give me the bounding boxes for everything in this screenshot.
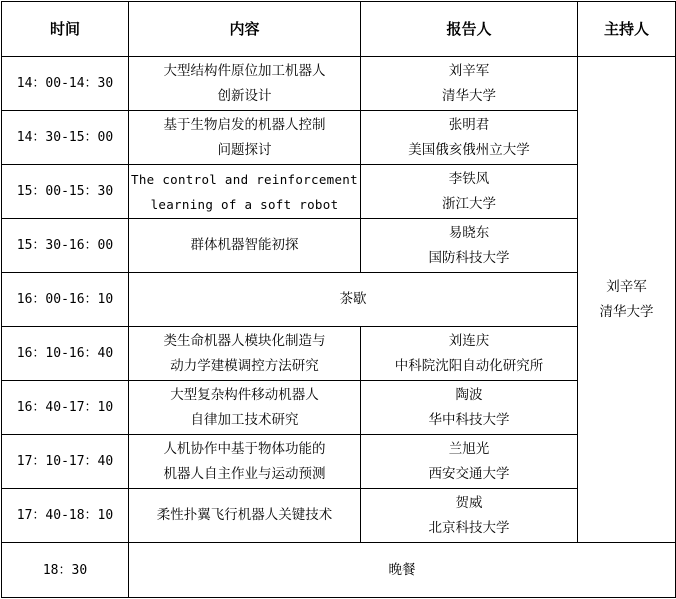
speaker-name: 刘连庆 [448,332,490,349]
table-row-dinner [2,543,676,598]
speaker-name: 易晓东 [448,224,490,241]
speaker-org: 美国俄亥俄州立大学 [408,141,530,158]
content-line: 大型结构件原位加工机器人 [163,62,326,79]
speaker-name: 刘辛军 [448,62,490,79]
speaker-org: 华中科技大学 [428,411,510,428]
speaker-name: 李铁风 [448,170,490,187]
content-line: The control and reinforcement [131,171,358,187]
content-line: 问题探讨 [217,141,272,158]
break-cell: 茶歇 [129,273,578,327]
table-row [2,381,676,435]
content-line: 动力学建模调控方法研究 [170,357,319,374]
table-row [2,111,676,165]
header-speaker: 报告人 [361,2,578,57]
content-line: 机器人自主作业与运动预测 [163,465,326,482]
content-cell [129,111,361,165]
speaker-name: 陶波 [455,386,483,403]
speaker-cell [361,327,578,381]
header-host: 主持人 [578,2,676,57]
host-name: 刘辛军 [606,278,647,295]
content-line: learning of a soft robot [150,196,339,212]
table-row [2,489,676,543]
table-row [2,327,676,381]
content-cell [129,165,361,219]
content-cell [129,435,361,489]
content-line: 人机协作中基于物体功能的 [163,440,326,457]
speaker-cell [361,489,578,543]
time-cell: 18：30 [2,543,129,598]
time-cell: 15：00-15：30 [2,165,129,219]
time-cell: 14：00-14：30 [2,57,129,111]
speaker-cell [361,219,578,273]
time-cell: 17：10-17：40 [2,435,129,489]
content-line: 大型复杂构件移动机器人 [170,386,319,403]
time-cell: 14：30-15：00 [2,111,129,165]
host-org: 清华大学 [599,303,654,320]
content-line: 自律加工技术研究 [190,411,299,428]
time-cell: 16：10-16：40 [2,327,129,381]
speaker-org: 西安交通大学 [428,465,510,482]
content-line: 基于生物启发的机器人控制 [163,116,326,133]
speaker-cell [361,435,578,489]
speaker-org: 北京科技大学 [428,519,510,536]
header-row [2,2,676,57]
header-time: 时间 [2,2,129,57]
table-row [2,435,676,489]
speaker-org: 中科院沈阳自动化研究所 [394,357,544,374]
content-line: 柔性扑翼飞行机器人关键技术 [156,507,333,523]
speaker-cell [361,57,578,111]
table-row-break [2,273,676,327]
speaker-name: 兰旭光 [448,440,490,457]
time-cell: 17：40-18：10 [2,489,129,543]
content-cell [129,219,361,273]
speaker-org: 浙江大学 [442,195,496,212]
content-line: 类生命机器人模块化制造与 [163,332,326,349]
speaker-name: 张明君 [448,116,490,133]
header-content: 内容 [129,2,361,57]
speaker-cell [361,381,578,435]
time-cell: 16：40-17：10 [2,381,129,435]
dinner-cell: 晚餐 [129,543,676,598]
speaker-name: 贺威 [455,494,483,511]
content-cell [129,327,361,381]
content-cell [129,489,361,543]
content-cell [129,57,361,111]
time-cell: 16：00-16：10 [2,273,129,327]
speaker-org: 清华大学 [442,87,496,104]
content-cell [129,381,361,435]
schedule-table [1,1,676,598]
speaker-org: 国防科技大学 [428,249,510,266]
speaker-cell [361,111,578,165]
content-line: 群体机器智能初探 [190,237,299,253]
content-line: 创新设计 [217,87,272,104]
host-cell [578,57,676,543]
time-cell: 15：30-16：00 [2,219,129,273]
speaker-cell [361,165,578,219]
table-row [2,57,676,111]
table-row [2,219,676,273]
table-row [2,165,676,219]
